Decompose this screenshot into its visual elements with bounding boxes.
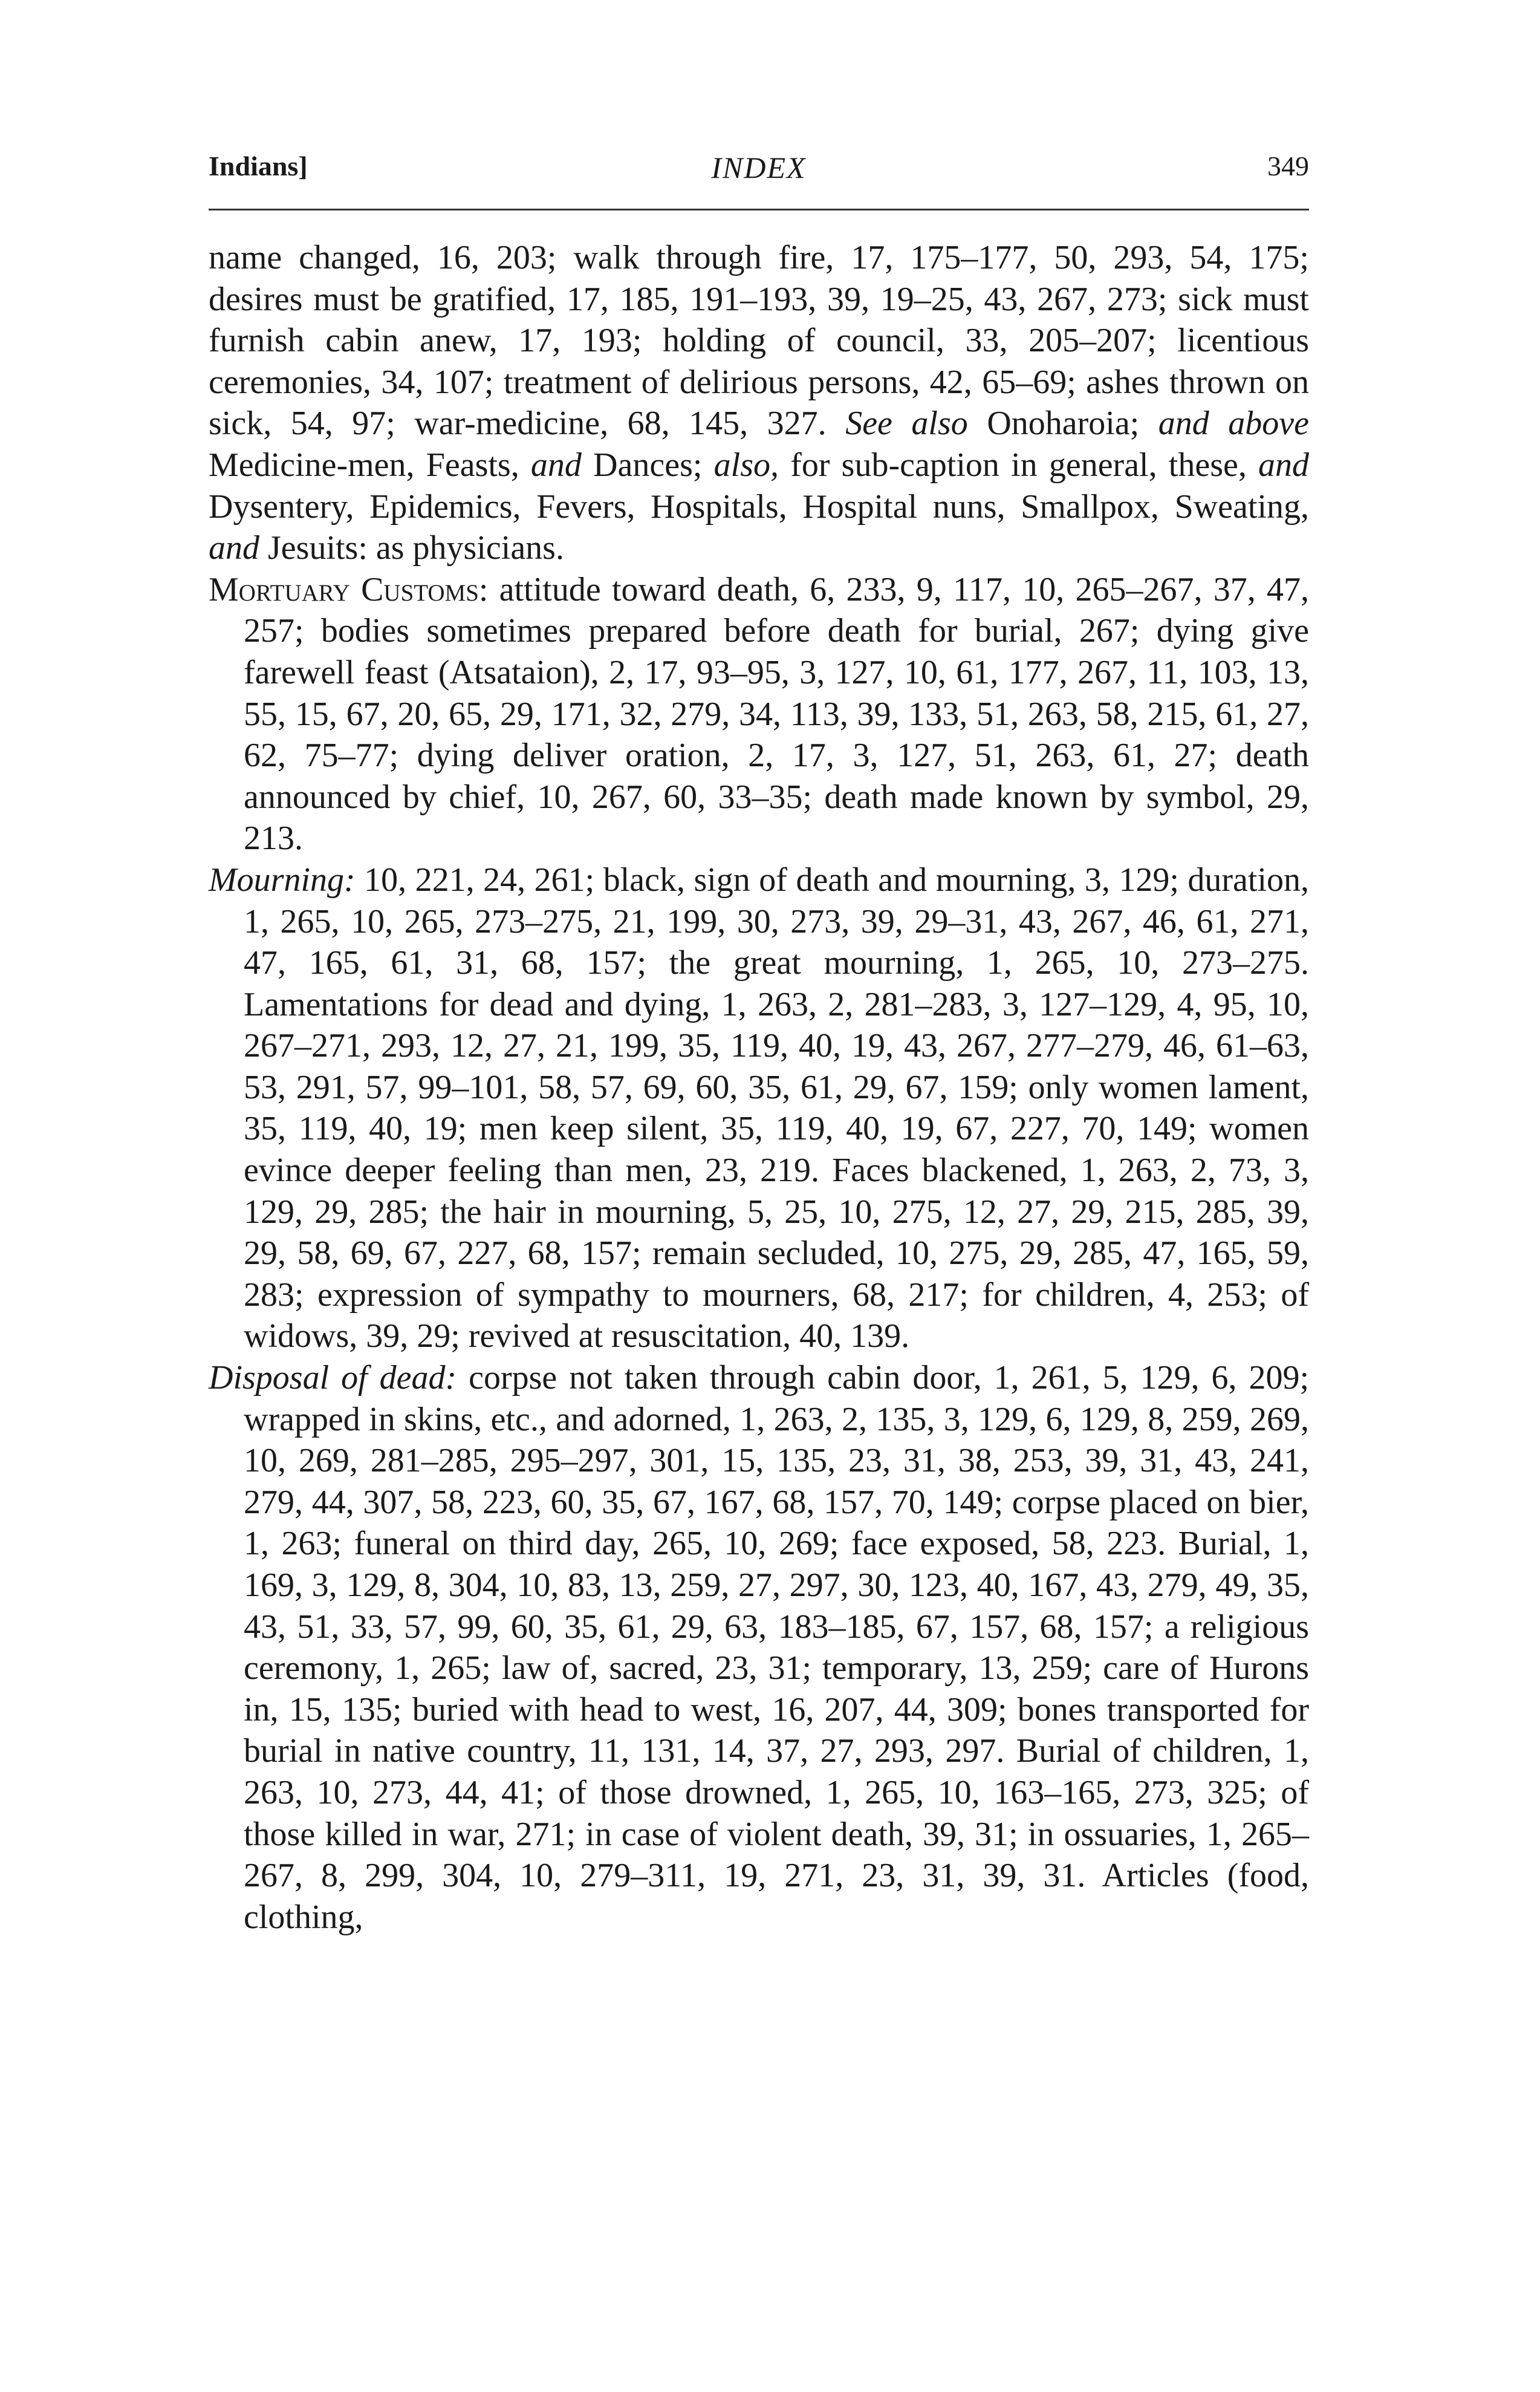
header-rule: [209, 209, 1309, 210]
entry-text: Medicine-men, Feasts,: [209, 446, 519, 484]
entry-text: for sub-caption in general, these,: [790, 446, 1247, 484]
entry-heading: Mortuary Customs:: [209, 570, 489, 608]
entry-text: name changed, 16, 203; walk through fire, 17, 175–177, 50, 293, 54, 175; desires must be gratified, 17, 185, 191–193, 39, 19–25, 43, 267, 273; sick must furnish cabin anew, 17, 193; holding of council, 33, 205–207; licentious ceremonies, 34, 107; treatment of delirious persons, 42, 65–69; ashes thrown on sick, 54, 97; war-medicine, 68, 145, 327.: [209, 239, 1309, 443]
page-title: INDEX: [711, 151, 807, 184]
index-paragraph-continuation: [209, 237, 1309, 569]
entry-text: corpse not taken through cabin door, 1, 261, 5, 129, 6, 209; wrapped in skins, etc., and adorned, 1, 263, 2, 135, 3, 129, 6, 129, 8, 259, 269, 10, 269, 281–285, 295–297, 301, 15, 135, 23, 31, 38, 253, 39, 31, 43, 241, 279, 44, 307, 58, 223, 60, 35, 67, 167, 68, 157, 70, 149; corpse placed on bier, 1, 263; funeral on third day, 265, 10, 269; face exposed, 58, 223. Burial, 1, 169, 3, 129, 8, 304, 10, 83, 13, 259, 27, 297, 30, 123, 40, 167, 43, 279, 49, 35, 43, 51, 33, 57, 99, 60, 35, 61, 29, 63, 183–185, 67, 157, 68, 157; a religious ceremony, 1, 265; law of, sacred, 23, 31; temporary, 13, 259; care of Hurons in, 15, 135; buried with head to west, 16, 207, 44, 309; bones transported for burial in native country, 11, 131, 14, 37, 27, 293, 297. Burial of children, 1, 263, 10, 273, 44, 41; of those drowned, 1, 265, 10, 163–165, 273, 325; of those killed in war, 271; in case of violent death, 39, 31; in ossuaries, 1, 265–267, 8, 299, 304, 10, 279–311, 19, 271, 23, 31, 39, 31. Articles (food, clothing,: [244, 1359, 1310, 1936]
entry-text: Dances;: [593, 446, 703, 484]
page-header: [209, 150, 1309, 192]
index-subentry-disposal-of-dead: [209, 1357, 1309, 1938]
running-head: Indians]: [209, 151, 308, 181]
index-subentry-mourning: [209, 859, 1309, 1357]
entry-text: 10, 221, 24, 261; black, sign of death and mourning, 3, 129; duration, 1, 265, 10, 265, 273–275, 21, 199, 30, 273, 39, 29–31, 43, 267, 46, 61, 271, 47, 165, 61, 31, 68, 157; the great mourning, 1, 265, 10, 273–275. Lamentations for dead and dying, 1, 263, 2, 281–283, 3, 127–129, 4, 95, 10, 267–271, 293, 12, 27, 21, 199, 35, 119, 40, 19, 43, 267, 277–279, 46, 61–63, 53, 291, 57, 99–101, 58, 57, 69, 60, 35, 61, 29, 67, 159; only women lament, 35, 119, 40, 19; men keep silent, 35, 119, 40, 19, 67, 227, 70, 149; women evince deeper feeling than men, 23, 219. Faces blackened, 1, 263, 2, 73, 3, 129, 29, 285; the hair in mourning, 5, 25, 10, 275, 12, 27, 29, 215, 285, 39, 29, 58, 69, 67, 227, 68, 157; remain secluded, 10, 275, 29, 285, 47, 165, 59, 283; expression of sympathy to mourners, 68, 217; for children, 4, 253; of widows, 39, 29; revived at resuscitation, 40, 139.: [244, 861, 1309, 1355]
cross-ref-and: and: [209, 529, 259, 567]
subentry-heading: Mourning:: [209, 861, 356, 899]
index-body: [209, 237, 1309, 1938]
page-number: 349: [1267, 151, 1309, 181]
subentry-heading: Disposal of dead:: [209, 1359, 457, 1397]
entry-text: attitude toward death, 6, 233, 9, 117, 10, 265–267, 37, 47, 257; bodies sometimes prepared before death for burial, 267; dying give farewell feast (Atsataion), 2, 17, 93–95, 3, 127, 10, 61, 177, 267, 11, 103, 13, 55, 15, 67, 20, 65, 29, 171, 32, 279, 34, 113, 39, 133, 51, 263, 58, 215, 61, 27, 62, 75–77; dying deliver oration, 2, 17, 3, 127, 51, 263, 61, 27; death announced by chief, 10, 267, 60, 33–35; death made known by symbol, 29, 213.: [244, 570, 1309, 858]
index-entry-mortuary-customs: [209, 569, 1309, 859]
cross-ref-and-above: and above: [1158, 405, 1310, 443]
cross-ref-and: and: [530, 446, 582, 484]
entry-text: Onoharoia;: [987, 405, 1140, 443]
cross-ref-see-also: See also: [845, 405, 968, 443]
entry-text: Jesuits: as physicians.: [268, 529, 564, 567]
entry-text: Dysentery, Epidemics, Fevers, Hospitals, Hospital nuns, Smallpox, Sweating,: [209, 487, 1309, 526]
cross-ref-and: and: [1258, 446, 1310, 484]
cross-ref-also: also,: [713, 446, 779, 484]
